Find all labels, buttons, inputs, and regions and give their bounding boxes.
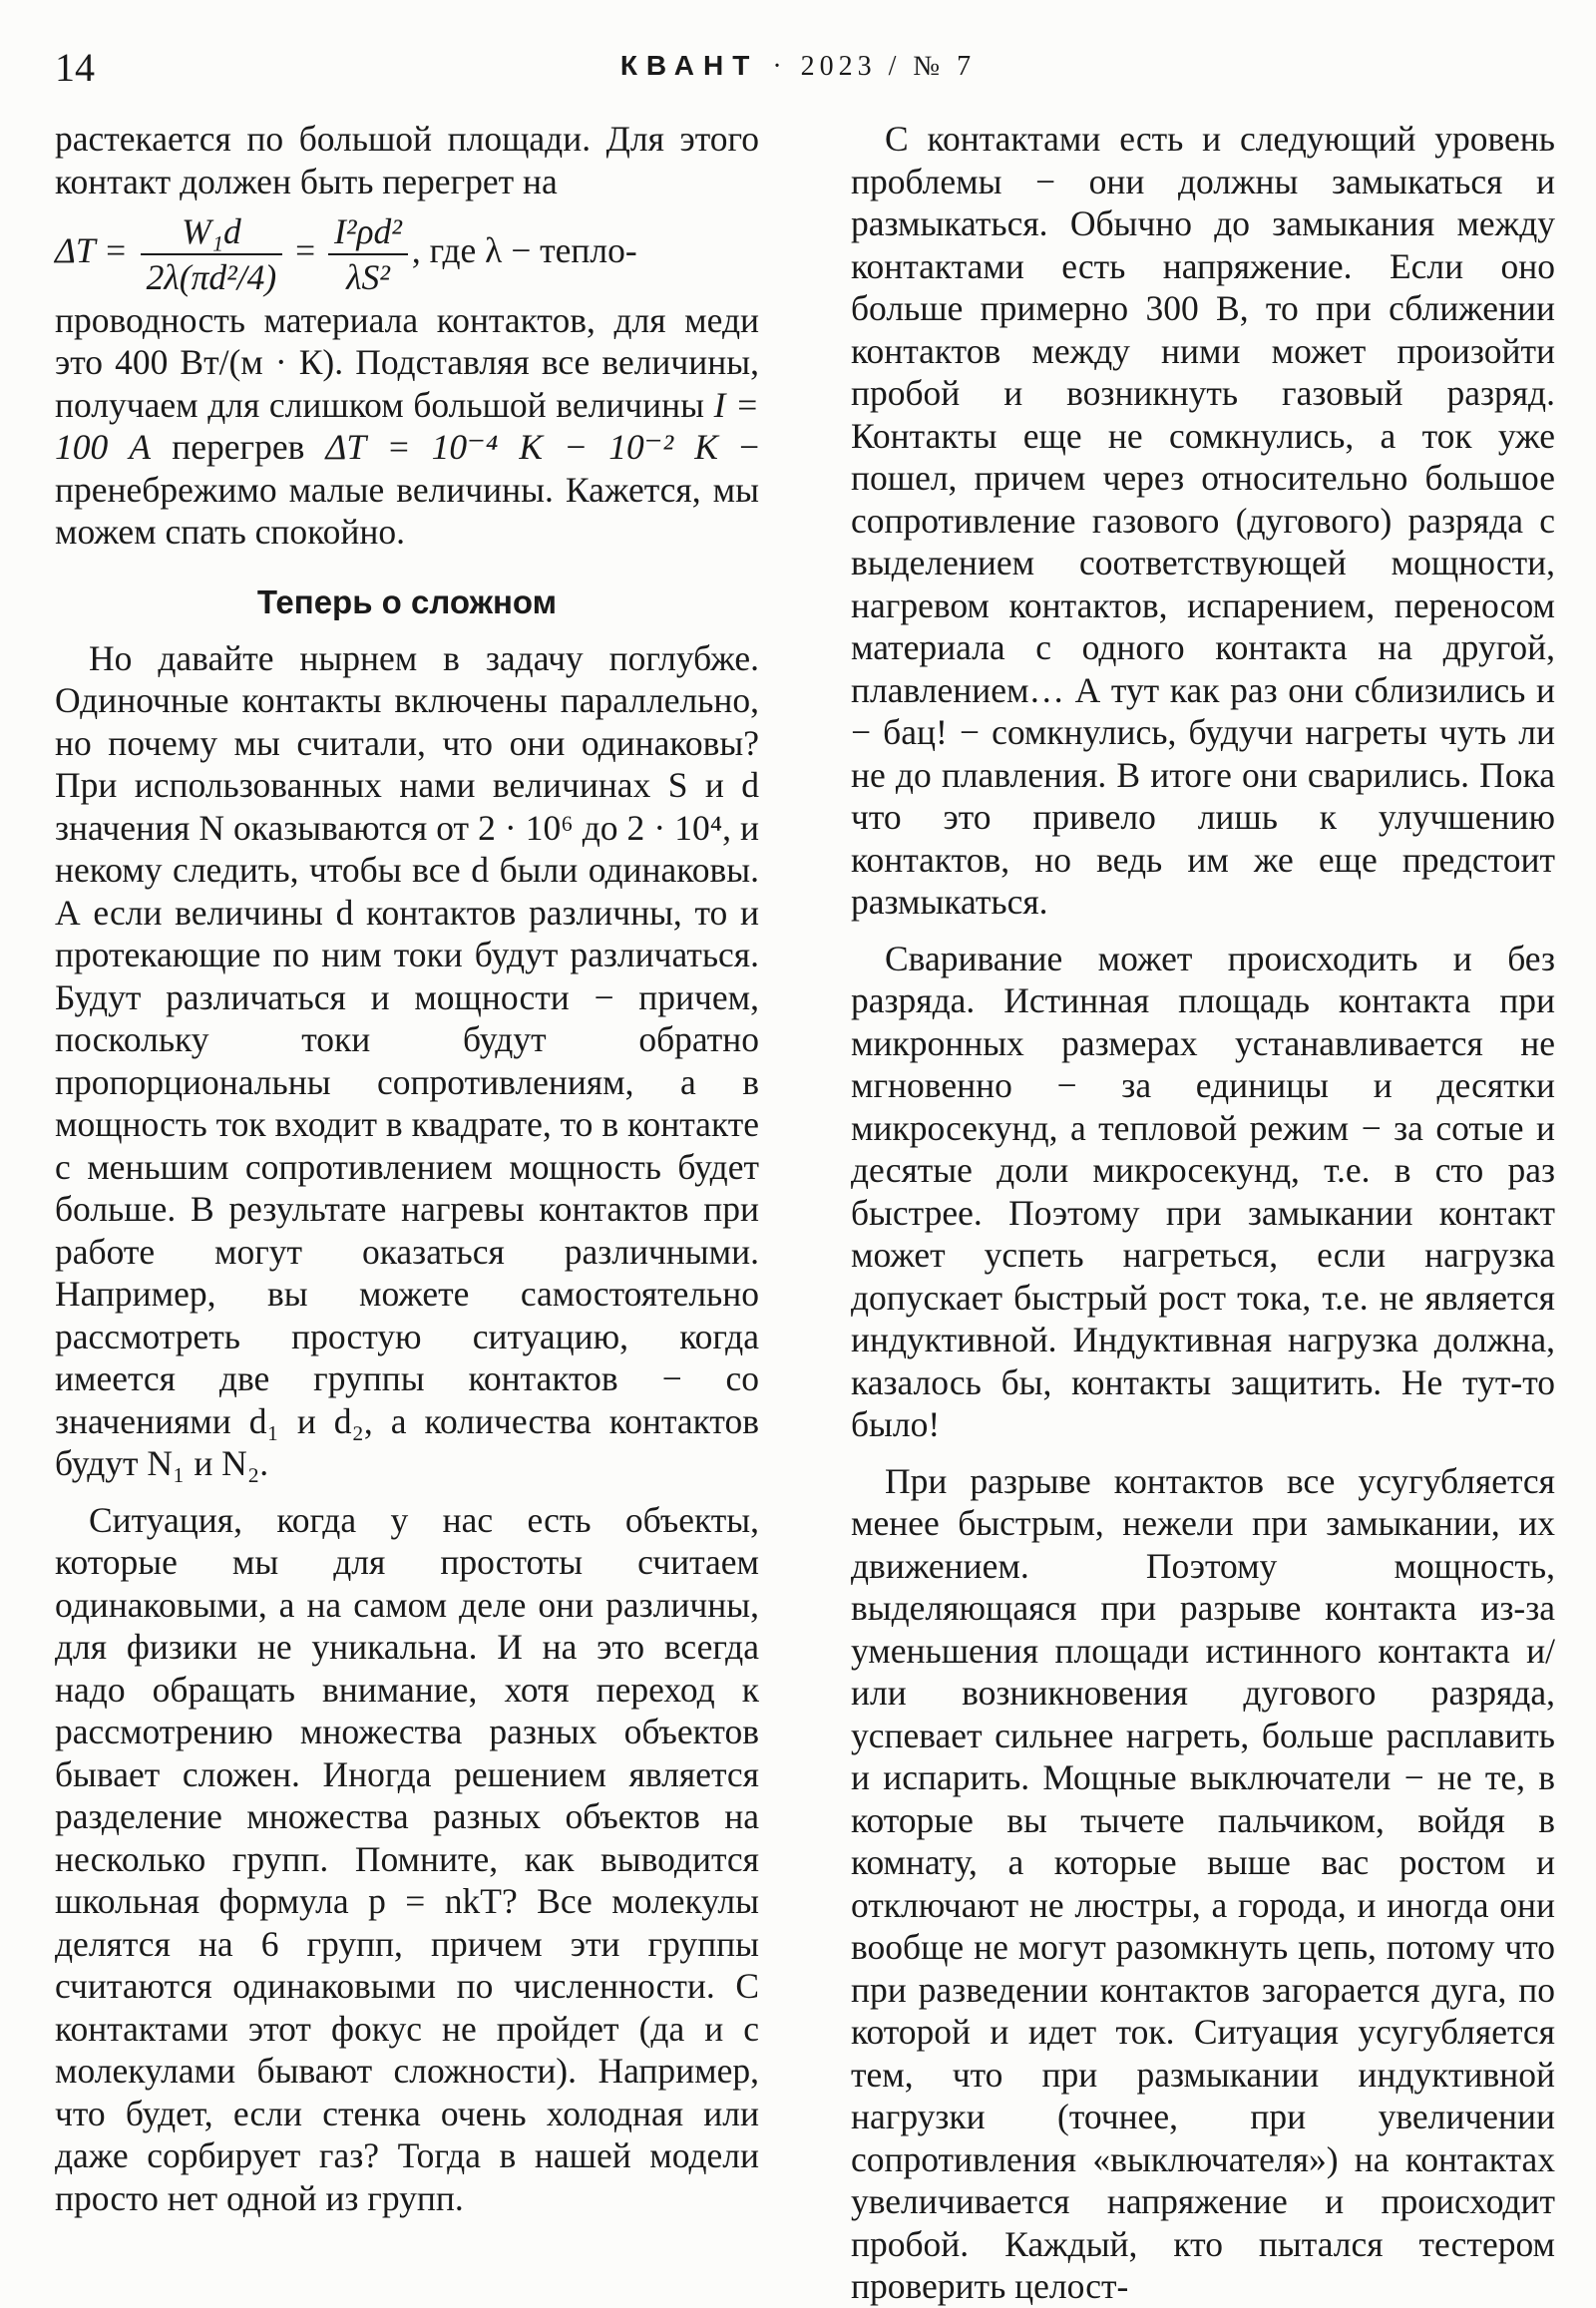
text-fragment: − пренебрежимо малые величины. Кажется, мы можем спать спокойно. bbox=[55, 427, 760, 553]
right-column bbox=[851, 118, 1555, 2308]
page-number: 14 bbox=[55, 45, 95, 90]
equals-sign: = bbox=[295, 230, 316, 270]
fraction-1 bbox=[141, 209, 283, 299]
formula-delta-t: ΔT = bbox=[55, 230, 128, 270]
section-title: Теперь о сложном bbox=[256, 582, 558, 620]
text-fragment: перегрев bbox=[172, 427, 305, 468]
formula-current: I = 100 А bbox=[55, 384, 760, 468]
formula-overheat: ΔT = 10⁻⁴ К − 10⁻² К bbox=[325, 427, 718, 468]
left-column bbox=[55, 118, 759, 2219]
paragraph: Но давайте нырнем в задачу поглубже. Одиночные контакты включены параллельно, но почему мы считали, что они одинаковы? При использованных нами величинах S и d значения N оказываются от 2 · 10⁶ до 2 · 10⁴, и некому следить, чтобы все d были одинаковы. А если величины d контактов различны, то и протекающие по ним токи будут различаться. Будут различаться и мощности − причем, поскольку токи будут обратно пропорциональны сопротивлениям, а в мощность ток входит в квадрате, то в контакте с меньшим сопротивлением мощность будет больше. В результате нагревы контактов при работе могут оказаться различными. Например, вы можете самостоятельно рассмотреть простую ситуацию, когда имеется две группы контактов − со значениями d₁ и d₂, а количества контактов будут N₁ и N₂. bbox=[55, 637, 759, 1484]
text-fragment: проводность материала контактов, для меди это 400 Вт/(м · К). Подставляя все величины, получаем для слишком большой величины bbox=[55, 299, 759, 425]
paragraph: При разрыве контактов все усугубляется менее быстрым, нежели при замыкании, их движением. Поэтому мощность, выделяющаяся при разрыве контакта из-за уменьшения площади истинного контакта и/или возникновения дугового разряда, успевает сильнее нагреть, больше расплавить и испарить. Мощные выключатели − не те, в которые вы тычете пальчиком, войдя в комнату, а которые выше вас ростом и отключают не люстры, а города, и иногда они вообще не могут разомкнуть цепь, потому что при разведении контактов загорается дуга, по которой и идет ток. Ситуация усугубляется тем, что при размыкании индуктивной нагрузки (точнее, при увеличении сопротивления «выключателя») на контактах увеличивается напряжение и происходит пробой. Каждый, кто пытался тестером проверить целост- bbox=[851, 1460, 1555, 2306]
running-head bbox=[0, 50, 1596, 83]
magazine-title: КВАНТ bbox=[619, 50, 759, 81]
header-separator: · bbox=[772, 51, 787, 82]
formula-paragraph bbox=[55, 202, 759, 299]
paragraph: Сваривание может происходить и без разряда. Истинная площадь контакта при микронных размерах устанавливается не мгновенно − за единицы и десятки микросекунд, а тепловой режим − за сотые и десятые доли микросекунд, т.е. в сто раз быстрее. Поэтому при замыкании контакт может успеть нагреться, если нагрузка допускает быстрый рост тока, т.е. не является индуктивной. Индуктивная нагрузка должна, казалось бы, контакты защитить. Не тут-то было! bbox=[851, 938, 1555, 1444]
fraction-2-denominator: λS² bbox=[346, 256, 390, 297]
paragraph bbox=[55, 299, 759, 554]
issue-number: 2023 / № 7 bbox=[800, 51, 977, 82]
fraction-2 bbox=[328, 209, 408, 299]
text-fragment: , где λ − тепло- bbox=[411, 230, 637, 270]
paragraph bbox=[55, 118, 759, 202]
fraction-1-numerator: W₁d bbox=[141, 209, 283, 255]
fraction-1-denominator: 2λ(πd²/4) bbox=[146, 256, 277, 297]
text-fragment: растекается по большой площади. Для этого контакт должен быть перегрет на bbox=[55, 119, 759, 201]
paragraph: Ситуация, когда у нас есть объекты, которые мы для простоты считаем одинаковыми, а на самом деле они различны, для физики не уникальна. И на это всегда надо обращать внимание, хотя переход к рассмотрению множества разных объектов бывает сложен. Иногда решением является разделение множества разных объектов на несколько групп. Помните, как выводится школьная формула p = nkT? Все молекулы делятся на 6 групп, причем эти группы считаются одинаковыми по численности. С контактами этот фокус не пройдет (да и с молекулами бывают сложности). Например, что будет, если стенка очень холодная или даже сорбирует газ? Тогда в нашей модели просто нет одной из групп. bbox=[55, 1499, 759, 2218]
fraction-2-numerator: I²ρd² bbox=[328, 209, 408, 255]
page-header bbox=[0, 44, 1596, 94]
paragraph: С контактами есть и следующий уровень проблемы − они должны замыкаться и размыкаться. Обычно до замыкания между контактами есть напряжение. Если оно больше примерно 300 В, то при сближении контактов между ними может произойти пробой и возникнуть газовый разряд. Контакты еще не сомкнулись, а ток уже пошел, причем через относительно большое сопротивление газового (дугового) разряда с выделением соответствующей мощности, нагревом контактов, испарением, переносом материала с одного контакта на другой, плавлением… А тут как раз они сблизились и − бац! − сомкнулись, будучи нагреты чуть ли не до плавления. В итоге они сварились. Пока что это привело лишь к улучшению контактов, но ведь им же еще предстоит размыкаться. bbox=[851, 119, 1555, 922]
